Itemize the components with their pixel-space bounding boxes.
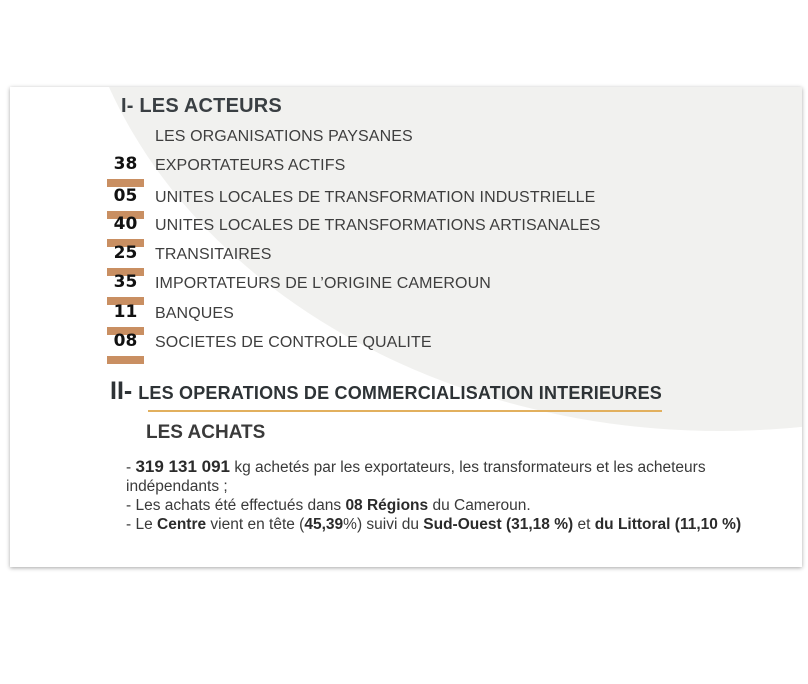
item-label: SOCIETES DE CONTROLE QUALITE xyxy=(155,334,432,351)
item-label: TRANSITAIRES xyxy=(155,246,272,263)
count-badge: 25 xyxy=(107,242,144,276)
achats-line-3: - Le Centre vient en tête (45,39%) suivi du Sud-Ouest (31,18 %) et du Littoral (11,10 %) xyxy=(126,516,742,533)
count-badge: 35 xyxy=(107,271,144,305)
section-title-acteurs: I- LES ACTEURS xyxy=(121,95,282,117)
item-label: IMPORTATEURS DE L’ORIGINE CAMEROUN xyxy=(155,275,491,292)
section-number: II- xyxy=(110,377,133,405)
item-label: BANQUES xyxy=(155,305,234,322)
achats-line-2: - Les achats été effectués dans 08 Régions du Cameroun. xyxy=(126,497,531,514)
count-badge: 40 xyxy=(107,213,144,247)
count-badge: 11 xyxy=(107,301,144,335)
count-badge: 38 xyxy=(107,153,144,187)
section-title-operations xyxy=(110,377,662,406)
subsection-title-achats: LES ACHATS xyxy=(146,422,266,443)
count-badge: 05 xyxy=(107,185,144,219)
item-label: UNITES LOCALES DE TRANSFORMATIONS ARTISANALES xyxy=(155,217,601,234)
count-badge: 08 xyxy=(107,330,144,364)
item-label: EXPORTATEURS ACTIFS xyxy=(155,157,346,174)
achats-line-1: - 319 131 091 kg achetés par les exportateurs, les transformateurs et les acheteurs indépendants ; xyxy=(126,457,706,495)
section-heading: LES OPERATIONS DE COMMERCIALISATION INTERIEURES xyxy=(138,383,662,403)
item-label: LES ORGANISATIONS PAYSANES xyxy=(155,128,413,145)
item-label: UNITES LOCALES DE TRANSFORMATION INDUSTRIELLE xyxy=(155,189,596,206)
section-underline xyxy=(148,410,662,412)
content-card xyxy=(10,87,802,567)
achats-paragraph xyxy=(126,457,746,534)
